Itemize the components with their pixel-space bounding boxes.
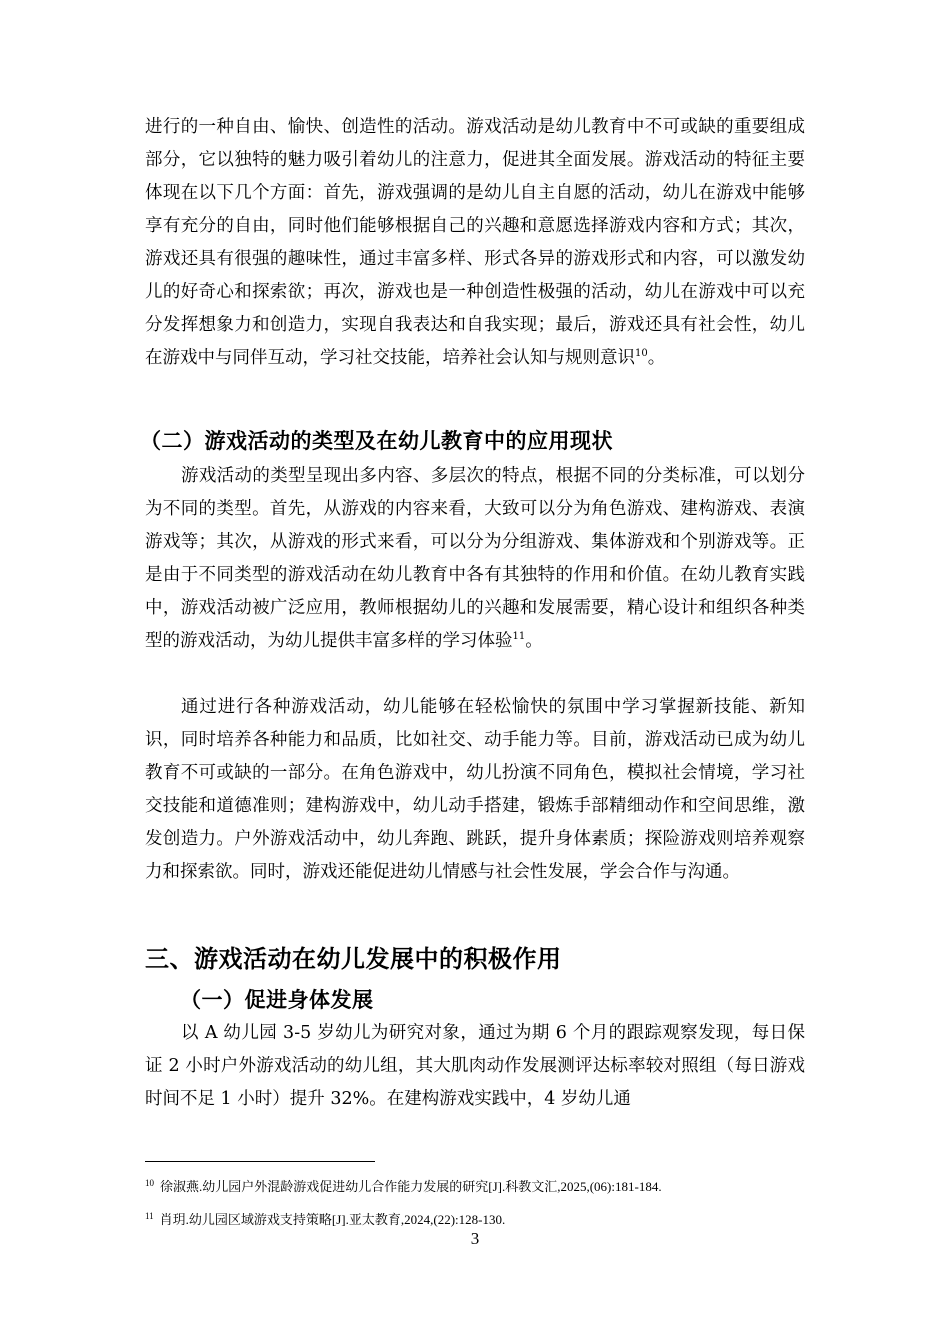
types-p1-text: 游戏活动的类型呈现出多内容、多层次的特点，根据不同的分类标准，可以划分为不同的类型。首先，从游戏的内容来看，大致可以分为角色游戏、建构游戏、表演游戏等；其次，从游戏的形式来看，可以分为分组游戏、集体游戏和个别游戏等。正是由于不同类型的游戏活动在幼儿教育中各有其独特的作用和价值。在幼儿教育实践中，游戏活动被广泛应用，教师根据幼儿的兴趣和发展需要，精心设计和组织各种类型的游戏活动，为幼儿提供丰富多样的学习体验: [145, 466, 805, 651]
footnote-text: 肖玥.幼儿园区域游戏支持策略[J].亚太教育,2024,(22):128-130.: [159, 1212, 506, 1227]
body-paragraph-1: [145, 1017, 805, 1116]
intro-paragraph: [145, 111, 805, 375]
intro-end: 。: [647, 348, 666, 368]
types-p1-end: 。: [525, 631, 543, 651]
section-heading-3-1: （一）促进身体发展: [180, 988, 374, 1012]
footnote-11: [145, 1207, 825, 1229]
footnote-divider: [145, 1161, 375, 1162]
types-p2-text: 通过进行各种游戏活动，幼儿能够在轻松愉快的氛围中学习掌握新技能、新知识，同时培养各种能力和品质，比如社交、动手能力等。目前，游戏活动已成为幼儿教育不可或缺的一部分。在角色游戏中，幼儿扮演不同角色，模拟社会情境，学习社交技能和道德准则；建构游戏中，幼儿动手搭建，锻炼手部精细动作和空间思维，激发创造力。户外游戏活动中，幼儿奔跑、跳跃，提升身体素质；探险游戏则培养观察力和探索欲。同时，游戏还能促进幼儿情感与社会性发展，学会合作与沟通。: [145, 697, 805, 882]
footnote-num: 10: [145, 1178, 154, 1188]
footnote-num: 11: [145, 1211, 154, 1221]
chapter-heading-3: 三、游戏活动在幼儿发展中的积极作用: [145, 945, 562, 973]
intro-text: 进行的一种自由、愉快、创造性的活动。游戏活动是幼儿教育中不可或缺的重要组成部分，它以独特的魅力吸引着幼儿的注意力，促进其全面发展。游戏活动的特征主要体现在以下几个方面：首先，游戏强调的是幼儿自主自愿的活动，幼儿在游戏中能够享有充分的自由，同时他们能够根据自己的兴趣和意愿选择游戏内容和方式；其次，游戏还具有很强的趣味性，通过丰富多样、形式各异的游戏形式和内容，可以激发幼儿的好奇心和探索欲；再次，游戏也是一种创造性极强的活动，幼儿在游戏中可以充分发挥想象力和创造力，实现自我表达和自我实现；最后，游戏还具有社会性，幼儿在游戏中与同伴互动，学习社交技能，培养社会认知与规则意识: [145, 117, 805, 368]
footnote-ref-10[interactable]: 10: [635, 348, 648, 359]
types-paragraph-2: [145, 691, 805, 889]
footnote-10: [145, 1174, 825, 1196]
body-p1-text: 以 A 幼儿园 3-5 岁幼儿为研究对象，通过为期 6 个月的跟踪观察发现，每日保证 2 小时户外游戏活动的幼儿组，其大肌肉动作发展测评达标率较对照组（每日游戏时间不足 1 小时）提升 32%。在建构游戏实践中，4 岁幼儿通: [145, 1023, 805, 1109]
page-number: 3: [470, 1229, 480, 1248]
footnote-ref-11[interactable]: 11: [512, 631, 526, 642]
section-heading-2-2: （二）游戏活动的类型及在幼儿教育中的应用现状: [140, 429, 613, 453]
footnote-text: 徐淑燕.幼儿园户外混龄游戏促进幼儿合作能力发展的研究[J].科教文汇,2025,(06):181-184.: [160, 1179, 662, 1194]
types-paragraph-1: [145, 460, 805, 658]
